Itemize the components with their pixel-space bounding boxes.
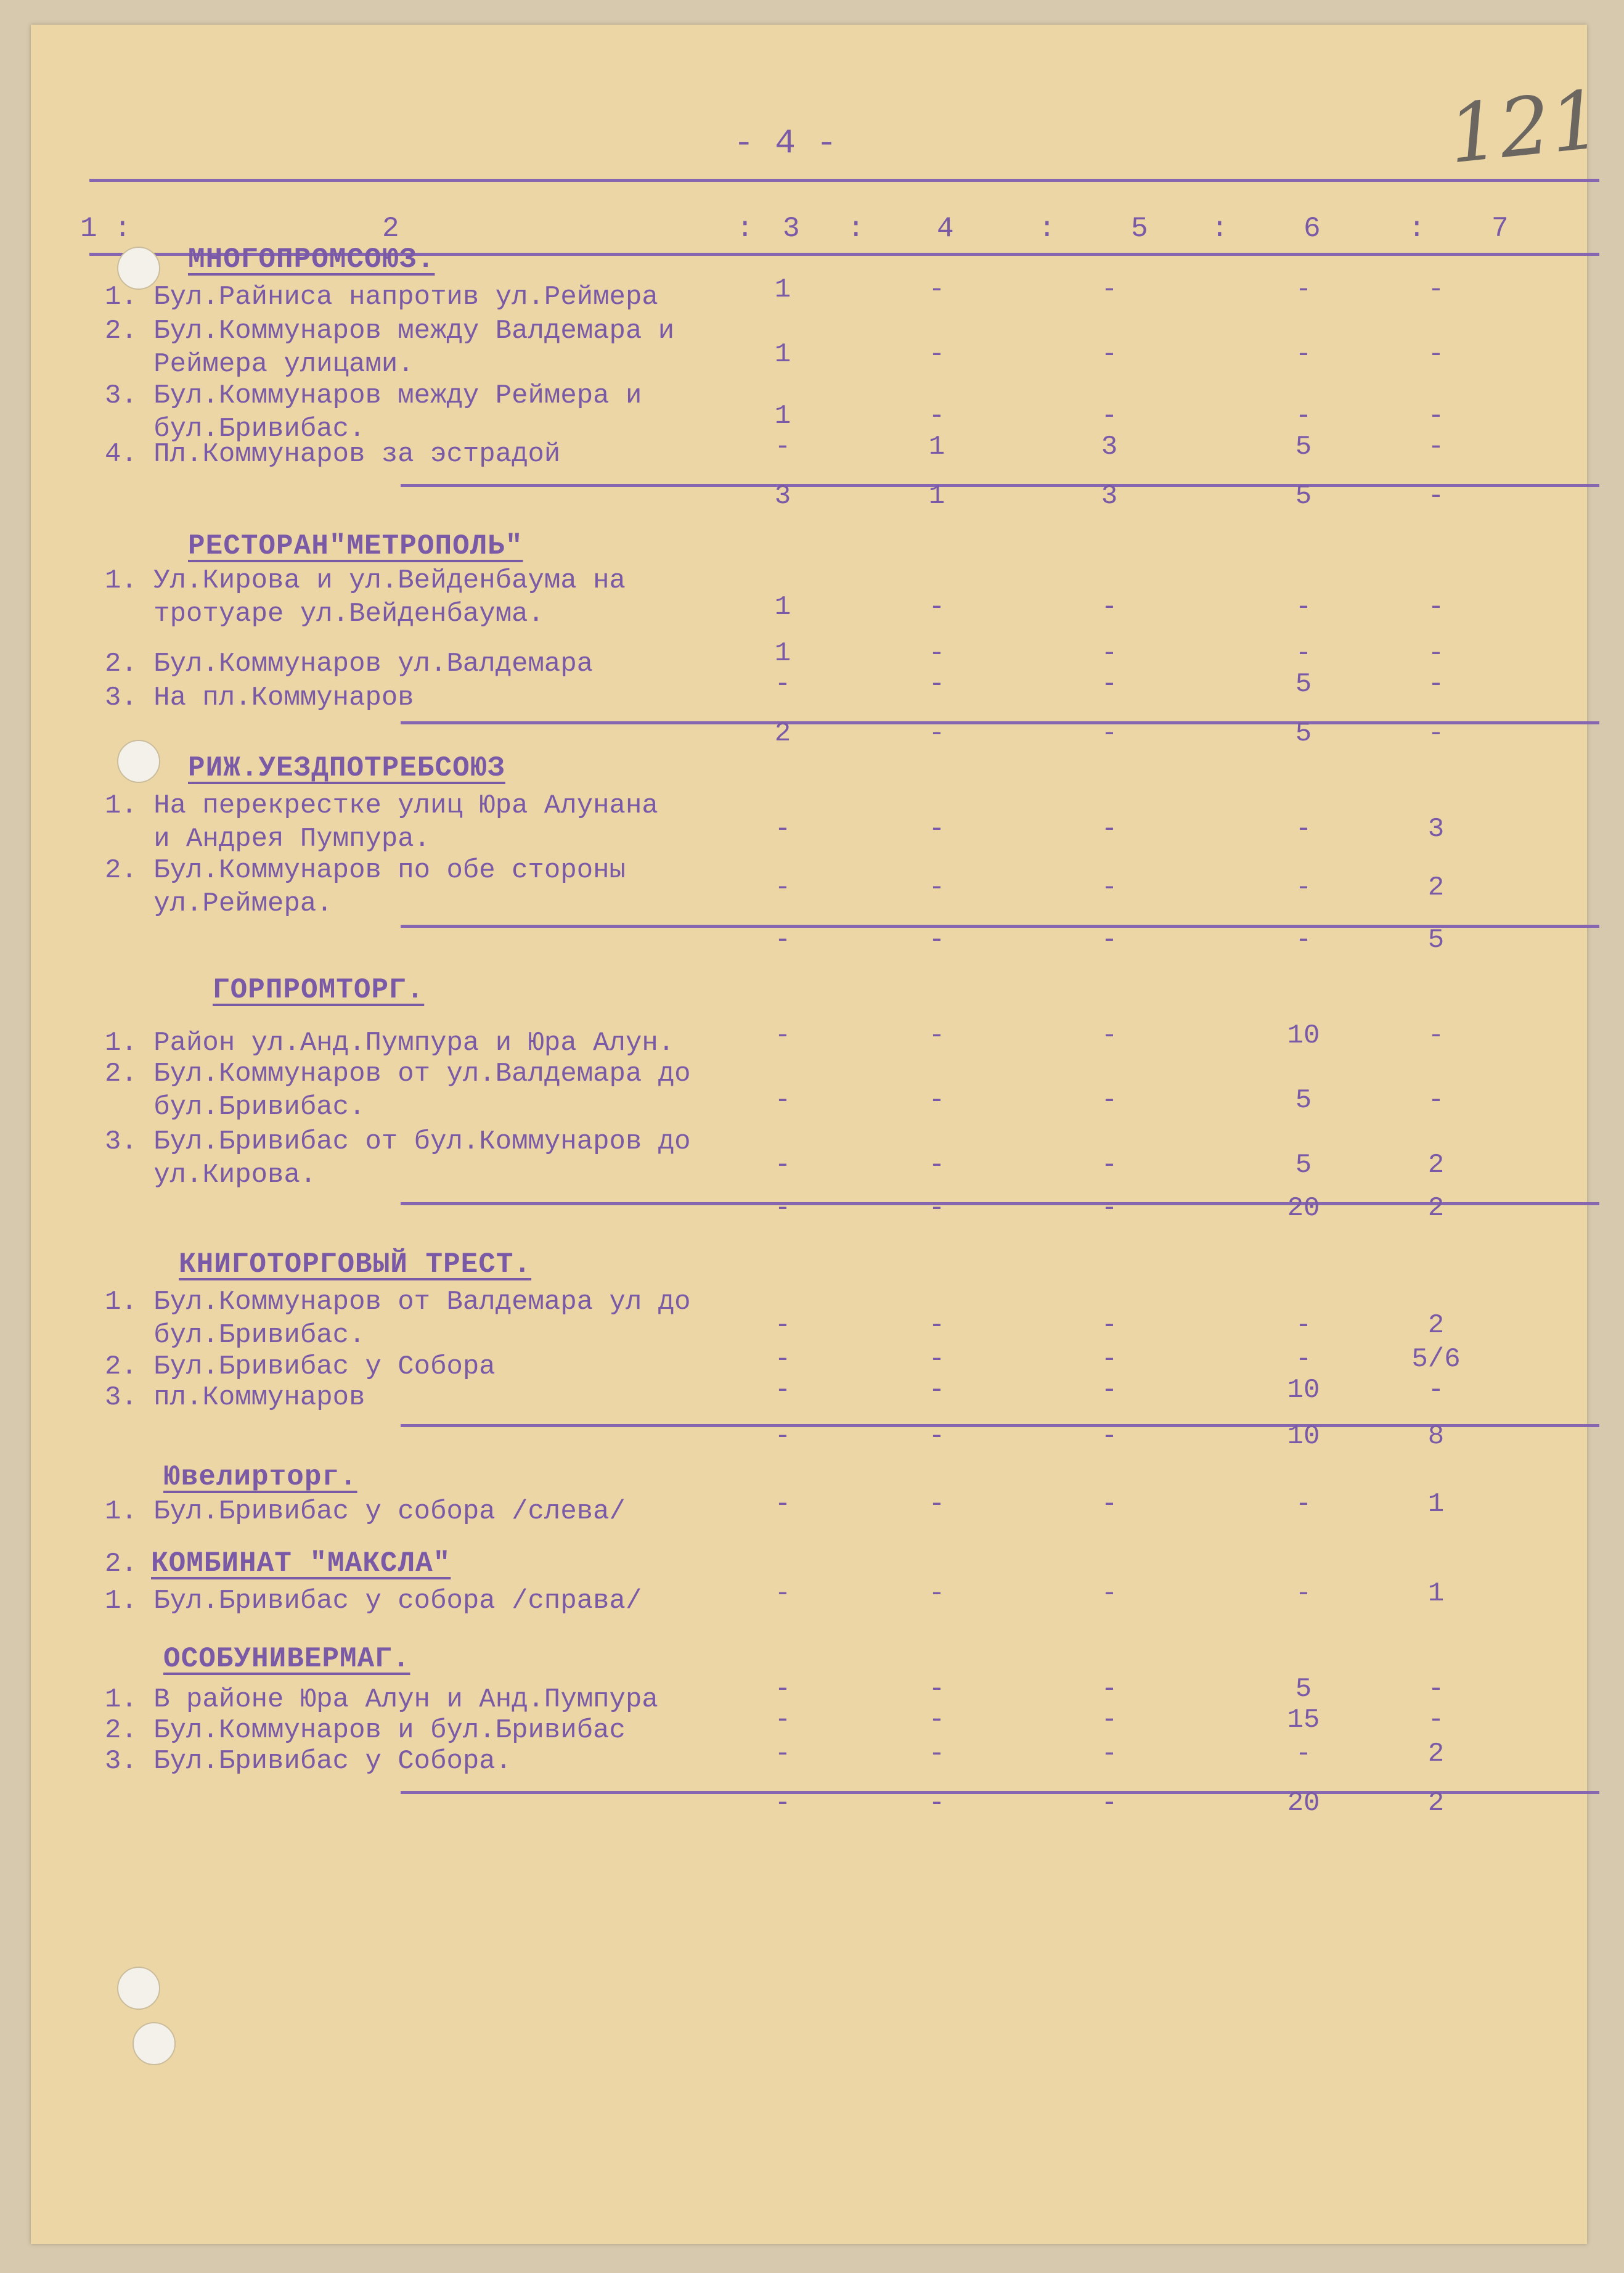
column-header: 4 (937, 213, 954, 245)
table-row-label: 3. Бул.Бривибас у Собора. (105, 1746, 512, 1777)
table-cell-value: - (774, 1344, 791, 1375)
table-cell-value: - (1295, 1578, 1312, 1609)
table-cell-value: 1 (774, 638, 791, 669)
table-row-label: 2. Бул.Коммунаров ул.Валдемара (105, 649, 594, 679)
column-header: : (1211, 213, 1228, 245)
table-cell-value: 1 (774, 401, 791, 432)
table-cell-value: 3 (1101, 432, 1118, 462)
table-cell-value: - (928, 592, 945, 623)
table-row-label: 1. Бул.Бривибас у собора /слева/ (105, 1496, 626, 1527)
table-cell-value: 1 (774, 274, 791, 305)
punch-hole (133, 2022, 176, 2065)
column-header: : (1038, 213, 1056, 245)
table-cell-value: - (928, 1705, 945, 1735)
section-title: КНИГОТОРГОВЫЙ ТРЕСТ. (179, 1248, 532, 1280)
subtotal-value: 5 (1295, 718, 1312, 749)
section-title: РИЖ.УЕЗДПОТРЕБСОЮЗ (188, 752, 505, 784)
table-cell-value: - (1101, 1310, 1118, 1341)
table-cell-value: - (1427, 592, 1445, 623)
subtotal-value: - (1101, 1788, 1118, 1819)
subtotal-value: - (928, 1193, 945, 1224)
column-header: 6 (1304, 213, 1321, 245)
table-row-label: 1. Бул.Бривибас у собора /справа/ (105, 1586, 642, 1616)
subtotal-value: - (928, 718, 945, 749)
subtotal-value: - (1427, 481, 1445, 512)
subtotal-value: - (774, 1421, 791, 1452)
table-cell-value: - (928, 401, 945, 432)
table-cell-value: - (1427, 1674, 1445, 1705)
table-cell-value: - (928, 1020, 945, 1051)
table-cell-value: 1 (774, 592, 791, 623)
table-cell-value: - (928, 1375, 945, 1406)
section-title: ГОРПРОМТОРГ. (213, 974, 425, 1006)
subtotal-value: - (928, 1788, 945, 1819)
table-row-label: 1. Бул.Коммунаров от Валдемара ул до бул.Бривибас. (105, 1287, 691, 1351)
table-row-label: 3. На пл.Коммунаров (105, 682, 414, 713)
table-cell-value: - (1101, 401, 1118, 432)
table-row-label: 2. Бул.Коммунаров от ул.Валдемара до бул.Бривибас. (105, 1059, 691, 1123)
table-cell-value: - (1101, 1375, 1118, 1406)
table-cell-value: - (1101, 1739, 1118, 1769)
table-cell-value: - (928, 1578, 945, 1609)
subtotal-value: 5 (1295, 481, 1312, 512)
table-cell-value: - (774, 1150, 791, 1181)
table-row-label: 2. Бул.Коммунаров между Валдемара и Реймера улицами. (105, 316, 675, 380)
section-title: ОСОБУНИВЕРМАГ. (163, 1643, 410, 1675)
table-cell-value: - (774, 1739, 791, 1769)
table-cell-value: - (774, 432, 791, 462)
table-cell-value: - (928, 339, 945, 370)
subtotal-value: 20 (1287, 1193, 1320, 1224)
subtotal-value: 2 (1427, 1788, 1445, 1819)
table-cell-value: - (1101, 1674, 1118, 1705)
table-cell-value: - (1427, 1020, 1445, 1051)
subtotal-value: - (774, 925, 791, 956)
section-title: КОМБИНАТ "МАКСЛА" (151, 1547, 451, 1579)
table-cell-value: 5 (1295, 1150, 1312, 1181)
table-cell-value: 5/6 (1411, 1344, 1461, 1375)
table-cell-value: 1 (1427, 1578, 1445, 1609)
table-cell-value: 10 (1287, 1375, 1320, 1406)
table-cell-value: 5 (1295, 669, 1312, 700)
table-cell-value: - (774, 1705, 791, 1735)
table-cell-value: - (928, 274, 945, 305)
subtotal-value: - (774, 1788, 791, 1819)
table-cell-value: - (1101, 274, 1118, 305)
subtotal-value: 2 (1427, 1193, 1445, 1224)
section-title: Ювелирторг. (163, 1461, 357, 1493)
subtotal-value: - (774, 1193, 791, 1224)
table-cell-value: 5 (1295, 1085, 1312, 1116)
table-cell-value: - (1101, 872, 1118, 903)
table-cell-value: - (774, 1489, 791, 1520)
document-page (31, 25, 1606, 2244)
subtotal-value: 10 (1287, 1421, 1320, 1452)
table-cell-value: - (1295, 1344, 1312, 1375)
table-cell-value: - (1101, 1150, 1118, 1181)
subtotal-value: - (928, 925, 945, 956)
column-header: : (1408, 213, 1426, 245)
table-row-label: 3. пл.Коммунаров (105, 1382, 365, 1413)
table-cell-value: 5 (1295, 1674, 1312, 1705)
table-cell-value: 2 (1427, 872, 1445, 903)
page-number: - 4 - (733, 123, 838, 163)
table-cell-value: - (928, 1150, 945, 1181)
table-row-label: 1. Район ул.Анд.Пумпура и Юра Алун. (105, 1028, 675, 1059)
table-cell-value: - (1295, 1310, 1312, 1341)
table-cell-value: 2 (1427, 1150, 1445, 1181)
table-row-label: 1. На перекрестке улиц Юра Алунана и Андрея Пумпура. (105, 790, 658, 854)
table-cell-value: - (774, 814, 791, 845)
table-cell-value: - (1101, 1489, 1118, 1520)
table-cell-value: - (1295, 274, 1312, 305)
table-cell-value: - (928, 669, 945, 700)
subtotal-value: 1 (928, 481, 945, 512)
subtotal-value: - (1101, 1421, 1118, 1452)
column-header: 2 (382, 213, 399, 245)
table-cell-value: - (1427, 432, 1445, 462)
table-cell-value: - (774, 1020, 791, 1051)
table-cell-value: - (774, 1085, 791, 1116)
table-row-label: 2. Бул.Бривибас у Собора (105, 1351, 496, 1382)
table-cell-value: 3 (1427, 814, 1445, 845)
table-cell-value: - (1427, 274, 1445, 305)
table-cell-value: 5 (1295, 432, 1312, 462)
table-cell-value: 2 (1427, 1739, 1445, 1769)
table-cell-value: - (774, 1375, 791, 1406)
table-cell-value: - (1101, 1085, 1118, 1116)
table-cell-value: - (1295, 401, 1312, 432)
table-cell-value: - (1427, 638, 1445, 669)
table-cell-value: - (1295, 814, 1312, 845)
subtotal-value: - (1427, 718, 1445, 749)
subtotal-value: - (928, 1421, 945, 1452)
column-header: : (114, 213, 131, 245)
folio-number: 121 (1443, 72, 1606, 182)
table-cell-value: - (1295, 872, 1312, 903)
table-cell-value: - (1101, 669, 1118, 700)
table-cell-value: 1 (1427, 1489, 1445, 1520)
column-header: 3 (783, 213, 800, 245)
table-cell-value: - (928, 872, 945, 903)
subtotal-value: 2 (774, 718, 791, 749)
table-cell-value: - (1101, 1578, 1118, 1609)
table-cell-value: - (928, 1085, 945, 1116)
column-header: : (847, 213, 865, 245)
subtotal-value: - (1101, 718, 1118, 749)
table-row-label: 2. Бул.Коммунаров по обе стороны ул.Реймера. (105, 855, 626, 919)
table-cell-value: - (1295, 1489, 1312, 1520)
table-cell-value: - (1101, 1020, 1118, 1051)
punch-hole (117, 1967, 160, 2010)
table-cell-value: - (928, 1344, 945, 1375)
column-header: 7 (1491, 213, 1509, 245)
table-row-label: 1. Бул.Райниса напротив ул.Реймера (105, 282, 658, 313)
table-cell-value: - (1101, 592, 1118, 623)
table-row-label: 3. Бул.Коммунаров между Реймера и бул.Бривибас. (105, 380, 642, 444)
subtotal-value: 20 (1287, 1788, 1320, 1819)
table-cell-value: - (1295, 339, 1312, 370)
table-cell-value: 15 (1287, 1705, 1320, 1735)
table-cell-value: - (928, 1310, 945, 1341)
header-top-rule (89, 179, 1599, 182)
table-cell-value: - (774, 1578, 791, 1609)
subtotal-value: 8 (1427, 1421, 1445, 1452)
subtotal-value: 3 (774, 481, 791, 512)
table-cell-value: - (928, 638, 945, 669)
table-cell-value: 1 (928, 432, 945, 462)
table-cell-value: - (1427, 1705, 1445, 1735)
table-cell-value: - (1295, 638, 1312, 669)
table-cell-value: - (928, 1489, 945, 1520)
table-cell-value: - (774, 669, 791, 700)
table-cell-value: - (1295, 1739, 1312, 1769)
table-cell-value: 1 (774, 339, 791, 370)
subtotal-value: 5 (1427, 925, 1445, 956)
punch-hole (117, 740, 160, 783)
subtotal-value: - (1101, 925, 1118, 956)
section-number: 2. (105, 1549, 137, 1579)
table-cell-value: - (1101, 638, 1118, 669)
table-cell-value: - (1101, 1344, 1118, 1375)
column-header: 5 (1131, 213, 1148, 245)
table-cell-value: - (1427, 339, 1445, 370)
table-cell-value: 10 (1287, 1020, 1320, 1051)
table-cell-value: - (1101, 339, 1118, 370)
table-cell-value: 2 (1427, 1310, 1445, 1341)
table-cell-value: - (928, 814, 945, 845)
table-cell-value: - (1427, 669, 1445, 700)
subtotal-value: - (1101, 1193, 1118, 1224)
table-cell-value: - (1295, 592, 1312, 623)
subtotal-value: - (1295, 925, 1312, 956)
table-cell-value: - (928, 1739, 945, 1769)
section-title: МНОГОПРОМСОЮЗ. (188, 244, 435, 276)
column-header: : (737, 213, 754, 245)
table-row-label: 4. Пл.Коммунаров за эстрадой (105, 439, 561, 470)
section-title: РЕСТОРАН"МЕТРОПОЛЬ" (188, 530, 523, 562)
table-row-label: 1. В районе Юра Алун и Анд.Пумпура (105, 1684, 658, 1715)
table-cell-value: - (928, 1674, 945, 1705)
table-cell-value: - (1427, 401, 1445, 432)
table-cell-value: - (1101, 1705, 1118, 1735)
table-cell-value: - (1427, 1375, 1445, 1406)
table-row-label: 2. Бул.Коммунаров и бул.Бривибас (105, 1715, 626, 1746)
column-header: 1 (80, 213, 97, 245)
subtotal-value: 3 (1101, 481, 1118, 512)
table-cell-value: - (774, 872, 791, 903)
table-row-label: 1. Ул.Кирова и ул.Вейденбаума на тротуаре ул.Вейденбаума. (105, 565, 626, 629)
table-row-label: 3. Бул.Бривибас от бул.Коммунаров до ул.Кирова. (105, 1126, 691, 1190)
table-cell-value: - (1427, 1085, 1445, 1116)
table-cell-value: - (1101, 814, 1118, 845)
table-cell-value: - (774, 1310, 791, 1341)
table-cell-value: - (774, 1674, 791, 1705)
